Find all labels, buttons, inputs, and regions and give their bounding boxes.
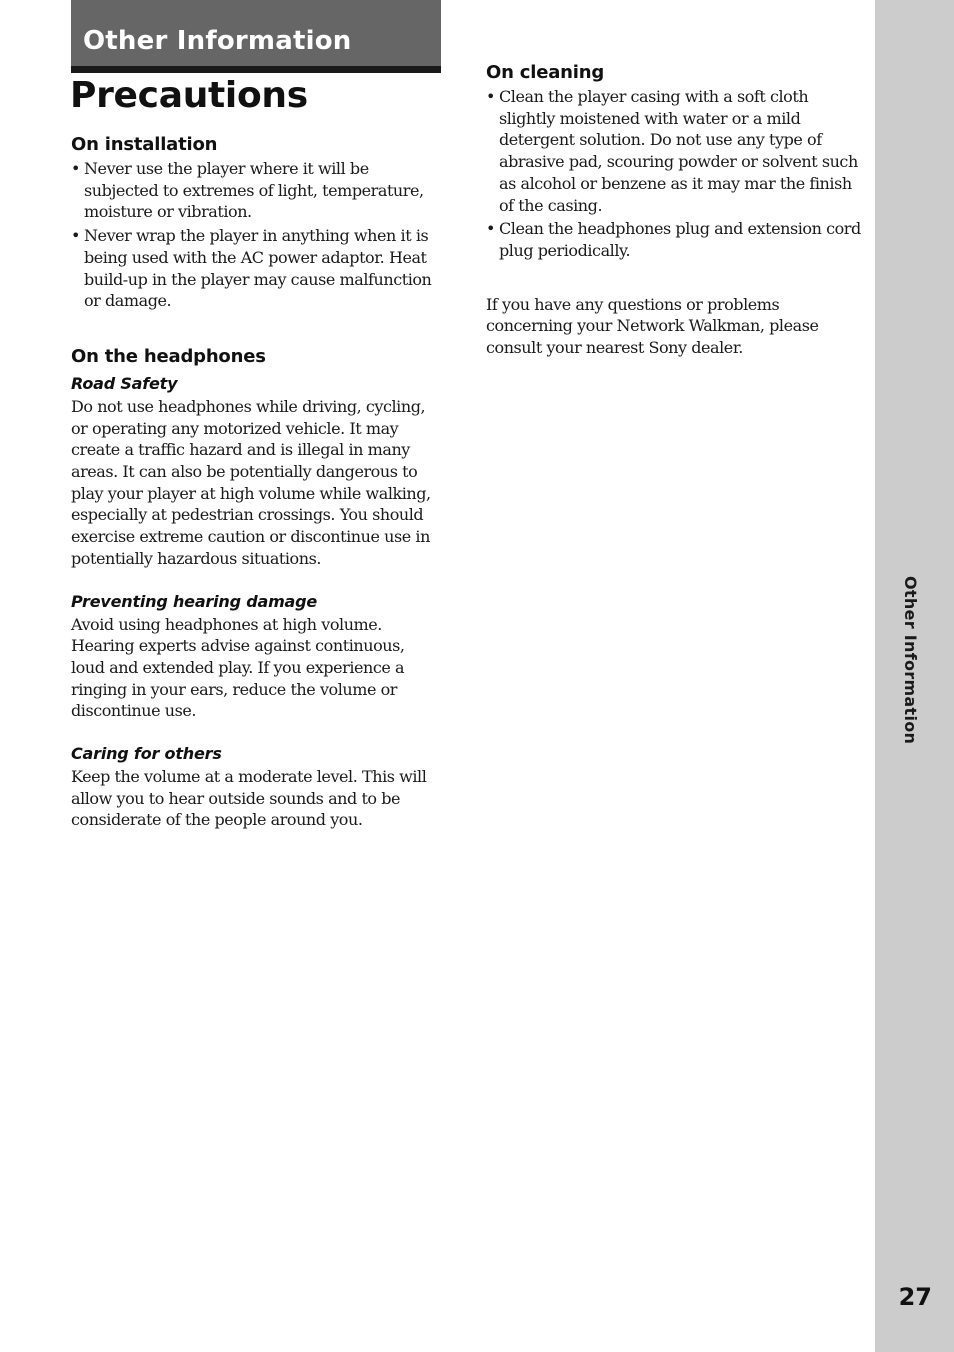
- section-banner: [71, 0, 441, 66]
- section-title: Other Information: [83, 26, 352, 56]
- side-tab-label: Other Information: [901, 576, 920, 745]
- road-safety-heading: Road Safety: [71, 373, 178, 393]
- installation-list: [71, 158, 441, 312]
- caring-for-others-text: Keep the volume at a moderate level. This will allow you to hear outside sounds and to be considerate of the people around you.: [71, 767, 427, 830]
- installation-item: • Never wrap the player in anything when it is being used with the AC power adaptor. Heat build-up in the player may cause malfunction or damage.: [71, 225, 441, 312]
- left-column: [71, 132, 441, 831]
- road-safety-text: Do not use headphones while driving, cycling, or operating any motorized vehicle. It may create a traffic hazard and is illegal in many areas. It can also be potentially dangerous to play your player at high volume while walking, especially at pedestrian crossings. You should exercise extreme caution or discontinue use in potentially hazardous situations.: [71, 396, 431, 568]
- cleaning-item: • Clean the headphones plug and extension cord plug periodically.: [486, 218, 864, 261]
- contact-text: If you have any questions or problems concerning your Network Walkman, please consult your nearest Sony dealer.: [486, 294, 819, 358]
- right-column: [486, 60, 864, 359]
- hearing-damage-heading: Preventing hearing damage: [71, 591, 318, 611]
- hearing-damage-text: Avoid using headphones at high volume. Hearing experts advise against continuous, loud and extended play. If you experience a ringing in your ears, reduce the volume or discontinue use.: [71, 614, 405, 721]
- installation-heading: On installation: [71, 134, 218, 155]
- headphones-heading: On the headphones: [71, 345, 266, 367]
- cleaning-item: • Clean the player casing with a soft cloth slightly moistened with water or a mild detergent solution. Do not use any type of abrasive pad, scouring powder or solvent such as alcohol or benzene as it may mar the finish of the casing.: [486, 86, 864, 216]
- page-number: 27: [898, 1283, 932, 1311]
- cleaning-heading: On cleaning: [486, 62, 605, 83]
- banner-rule: [71, 66, 441, 73]
- cleaning-list: [486, 86, 864, 262]
- installation-item: • Never use the player where it will be subjected to extremes of light, temperature, moisture or vibration.: [71, 158, 441, 223]
- page-title: Precautions: [70, 75, 308, 116]
- caring-for-others-heading: Caring for others: [71, 744, 222, 764]
